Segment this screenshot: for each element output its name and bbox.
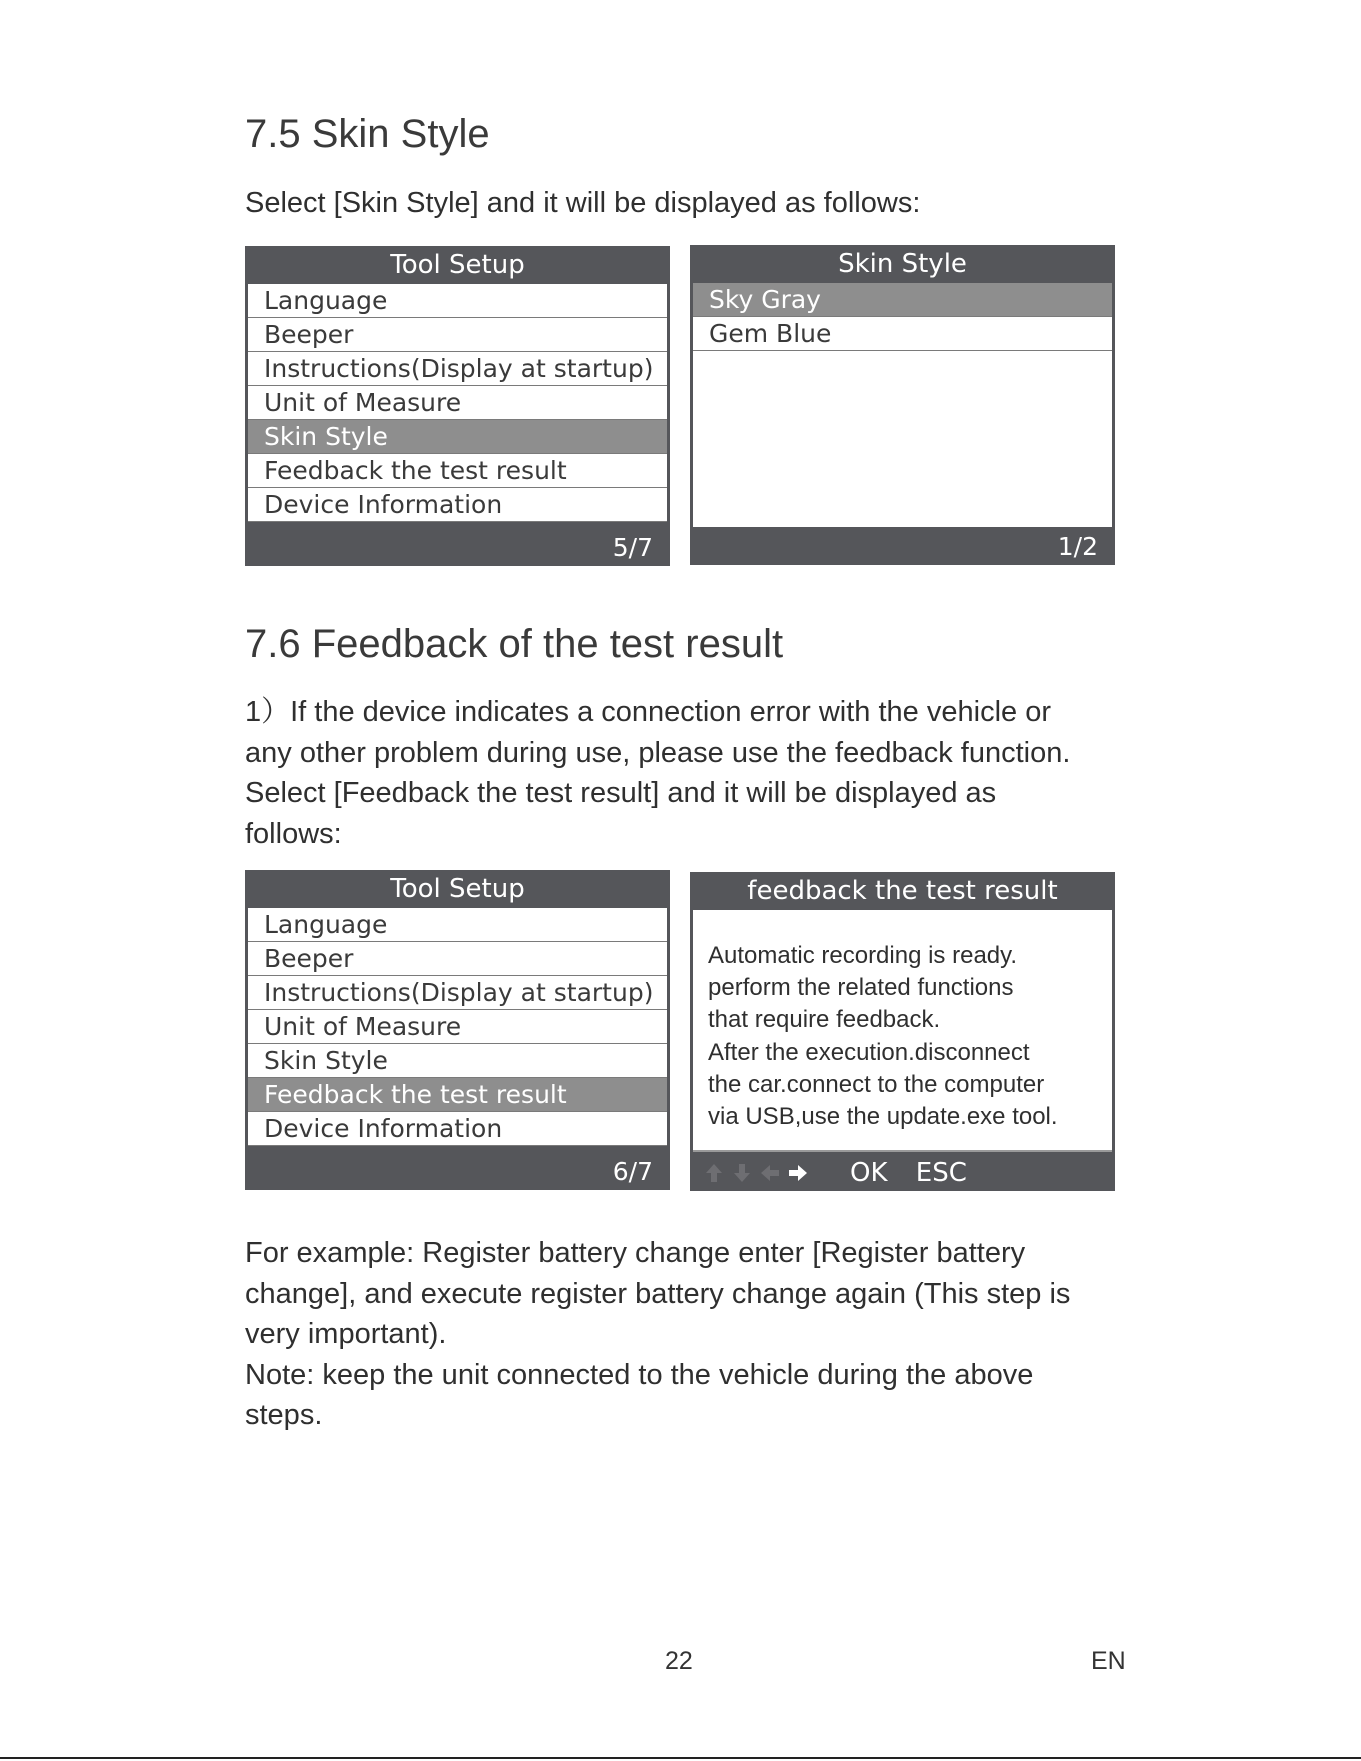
skin-style-intro: Select [Skin Style] and it will be displayed as follows: xyxy=(245,187,921,219)
page-indicator: 5/7 xyxy=(612,533,653,562)
message-line: via USB,use the update.exe tool. xyxy=(708,1103,1058,1131)
message-line: After the execution.disconnect xyxy=(708,1038,1030,1066)
example-paragraph xyxy=(245,1233,1145,1436)
arrow-left-icon xyxy=(758,1161,782,1185)
menu-item[interactable]: Device Information xyxy=(248,488,667,522)
message-line: that require feedback. xyxy=(708,1006,941,1034)
menu-item[interactable]: Device Information xyxy=(248,1112,667,1146)
feedback-intro xyxy=(245,692,1145,854)
menu-item[interactable]: Language xyxy=(248,908,667,942)
menu-item[interactable]: Sky Gray xyxy=(693,283,1112,317)
screen-footer xyxy=(690,529,1115,565)
menu-item[interactable]: Beeper xyxy=(248,942,667,976)
message-line: Automatic recording is ready. xyxy=(708,942,1018,969)
section-heading-skin-style: 7.5 Skin Style xyxy=(245,112,490,156)
text-line: change], and execute register battery change again (This step is xyxy=(245,1277,1071,1310)
nav-keys xyxy=(702,1155,810,1191)
menu-list xyxy=(248,284,667,522)
menu-item[interactable]: Skin Style xyxy=(248,1044,667,1078)
language-code: EN xyxy=(1091,1647,1126,1675)
menu-item[interactable]: Instructions(Display at startup) xyxy=(248,352,667,386)
text-line: Select [Feedback the test result] and it will be displayed as xyxy=(245,777,997,809)
menu-item[interactable]: Unit of Measure xyxy=(248,386,667,420)
screen-title: Tool Setup xyxy=(390,250,525,280)
tool-setup-screen-2 xyxy=(245,870,670,1190)
esc-key-label: ESC xyxy=(915,1158,967,1188)
text-line: Note: keep the unit connected to the vehicle during the above xyxy=(245,1358,1034,1391)
menu-item[interactable]: Feedback the test result xyxy=(248,1078,667,1112)
page-number: 22 xyxy=(665,1647,693,1675)
screen-title: Skin Style xyxy=(838,249,967,279)
screen-footer xyxy=(245,1154,670,1190)
text-line: steps. xyxy=(245,1399,323,1431)
section-heading-feedback: 7.6 Feedback of the test result xyxy=(245,622,784,666)
screen-title: Tool Setup xyxy=(390,874,525,904)
screen-title: feedback the test result xyxy=(747,876,1058,906)
text-line: 1）If the device indicates a connection error with the vehicle or xyxy=(245,696,1051,728)
menu-item[interactable]: Feedback the test result xyxy=(248,454,667,488)
feedback-screen xyxy=(690,872,1115,1191)
message-line: perform the related functions xyxy=(708,974,1014,1002)
menu-item[interactable]: Instructions(Display at startup) xyxy=(248,976,667,1010)
menu-list xyxy=(693,283,1112,527)
arrow-up-icon xyxy=(702,1161,726,1185)
menu-item[interactable]: Beeper xyxy=(248,318,667,352)
menu-list xyxy=(248,908,667,1146)
menu-item[interactable]: Skin Style xyxy=(248,420,667,454)
arrow-right-icon xyxy=(786,1161,810,1185)
text-line: any other problem during use, please use the feedback function. xyxy=(245,736,1071,769)
text-line: very important). xyxy=(245,1318,447,1350)
page-indicator: 6/7 xyxy=(612,1157,653,1186)
key-labels xyxy=(850,1155,987,1191)
screen-footer xyxy=(690,1155,1115,1191)
menu-item[interactable]: Gem Blue xyxy=(693,317,1112,351)
ok-key-label: OK xyxy=(850,1158,888,1188)
message-line: the car.connect to the computer xyxy=(708,1070,1045,1098)
menu-item[interactable]: Unit of Measure xyxy=(248,1010,667,1044)
tool-setup-screen-1 xyxy=(245,246,670,566)
text-line: For example: Register battery change enter [Register battery xyxy=(245,1237,1026,1269)
menu-item[interactable]: Language xyxy=(248,284,667,318)
page-indicator: 1/2 xyxy=(1057,532,1098,561)
skin-style-screen xyxy=(690,245,1115,565)
text-line: follows: xyxy=(245,817,342,850)
arrow-down-icon xyxy=(730,1161,754,1185)
screen-footer xyxy=(245,530,670,566)
feedback-message xyxy=(708,940,1104,1133)
feedback-message-panel xyxy=(693,910,1112,1152)
bottom-rule xyxy=(0,1757,1361,1759)
